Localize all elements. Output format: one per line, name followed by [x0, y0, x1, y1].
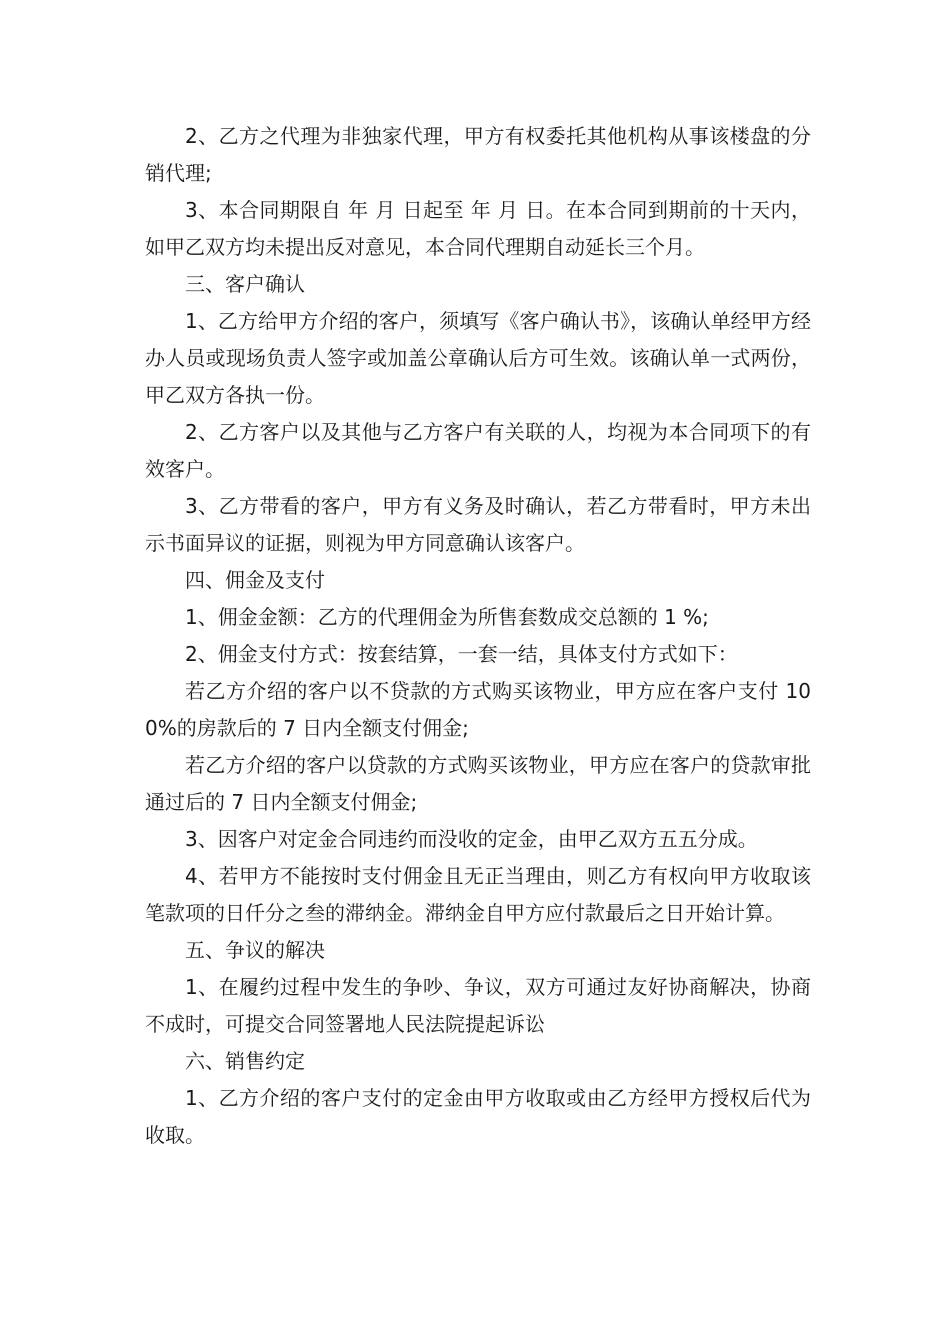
clause-commission-amount: 1、佣金金额：乙方的代理佣金为所售套数成交总额的 1 %;: [185, 605, 709, 629]
clause-3-term: 3、本合同期限自 年 月 日起至 年 月 日。在本合同到期前的十天内，如甲乙双方均未提出反对意见，本合同代理期自动延长三个月。: [145, 198, 811, 259]
clause-customer-confirmation-1: 1、乙方给甲方介绍的客户，须填写《客户确认书》，该确认单经甲方经办人员或现场负责人签字或加盖公章确认后方可生效。该确认单一式两份，甲乙双方各执一份。: [145, 309, 811, 407]
clause-sales-agreement-1: 1、乙方介绍的客户支付的定金由甲方收取或由乙方经甲方授权后代为收取。: [145, 1086, 811, 1147]
clause-commission-no-loan: 若乙方介绍的客户以不贷款的方式购买该物业，甲方应在客户支付 100%的房款后的 7 日内全额支付佣金;: [145, 679, 811, 740]
clause-commission-deposit-split: 3、因客户对定金合同违约而没收的定金，由甲乙双方五五分成。: [185, 827, 758, 851]
section-heading-sales-agreement: 六、销售约定: [185, 1049, 305, 1073]
clause-customer-confirmation-3: 3、乙方带看的客户，甲方有义务及时确认，若乙方带看时，甲方未出示书面异议的证据，则视为甲方同意确认该客户。: [145, 494, 811, 555]
clause-commission-loan: 若乙方介绍的客户以贷款的方式购买该物业，甲方应在客户的贷款审批通过后的 7 日内全额支付佣金;: [145, 753, 811, 814]
clause-commission-payment-method: 2、佣金支付方式：按套结算，一套一结，具体支付方式如下：: [185, 642, 738, 666]
clause-2-non-exclusive: 2、乙方之代理为非独家代理，甲方有权委托其他机构从事该楼盘的分销代理;: [145, 124, 811, 185]
clause-dispute-resolution-1: 1、在履约过程中发生的争吵、争议，双方可通过友好协商解决，协商不成时，可提交合同签署地人民法院提起诉讼: [145, 975, 811, 1036]
document-body: [145, 118, 811, 1154]
clause-commission-late-fee: 4、若甲方不能按时支付佣金且无正当理由，则乙方有权向甲方收取该笔款项的日仟分之叁的滞纳金。滞纳金自甲方应付款最后之日开始计算。: [145, 864, 811, 925]
section-heading-dispute-resolution: 五、争议的解决: [185, 938, 325, 962]
section-heading-commission: 四、佣金及支付: [185, 568, 325, 592]
section-heading-customer-confirmation: 三、客户确认: [185, 272, 305, 296]
clause-customer-confirmation-2: 2、乙方客户以及其他与乙方客户有关联的人，均视为本合同项下的有效客户。: [145, 420, 811, 481]
